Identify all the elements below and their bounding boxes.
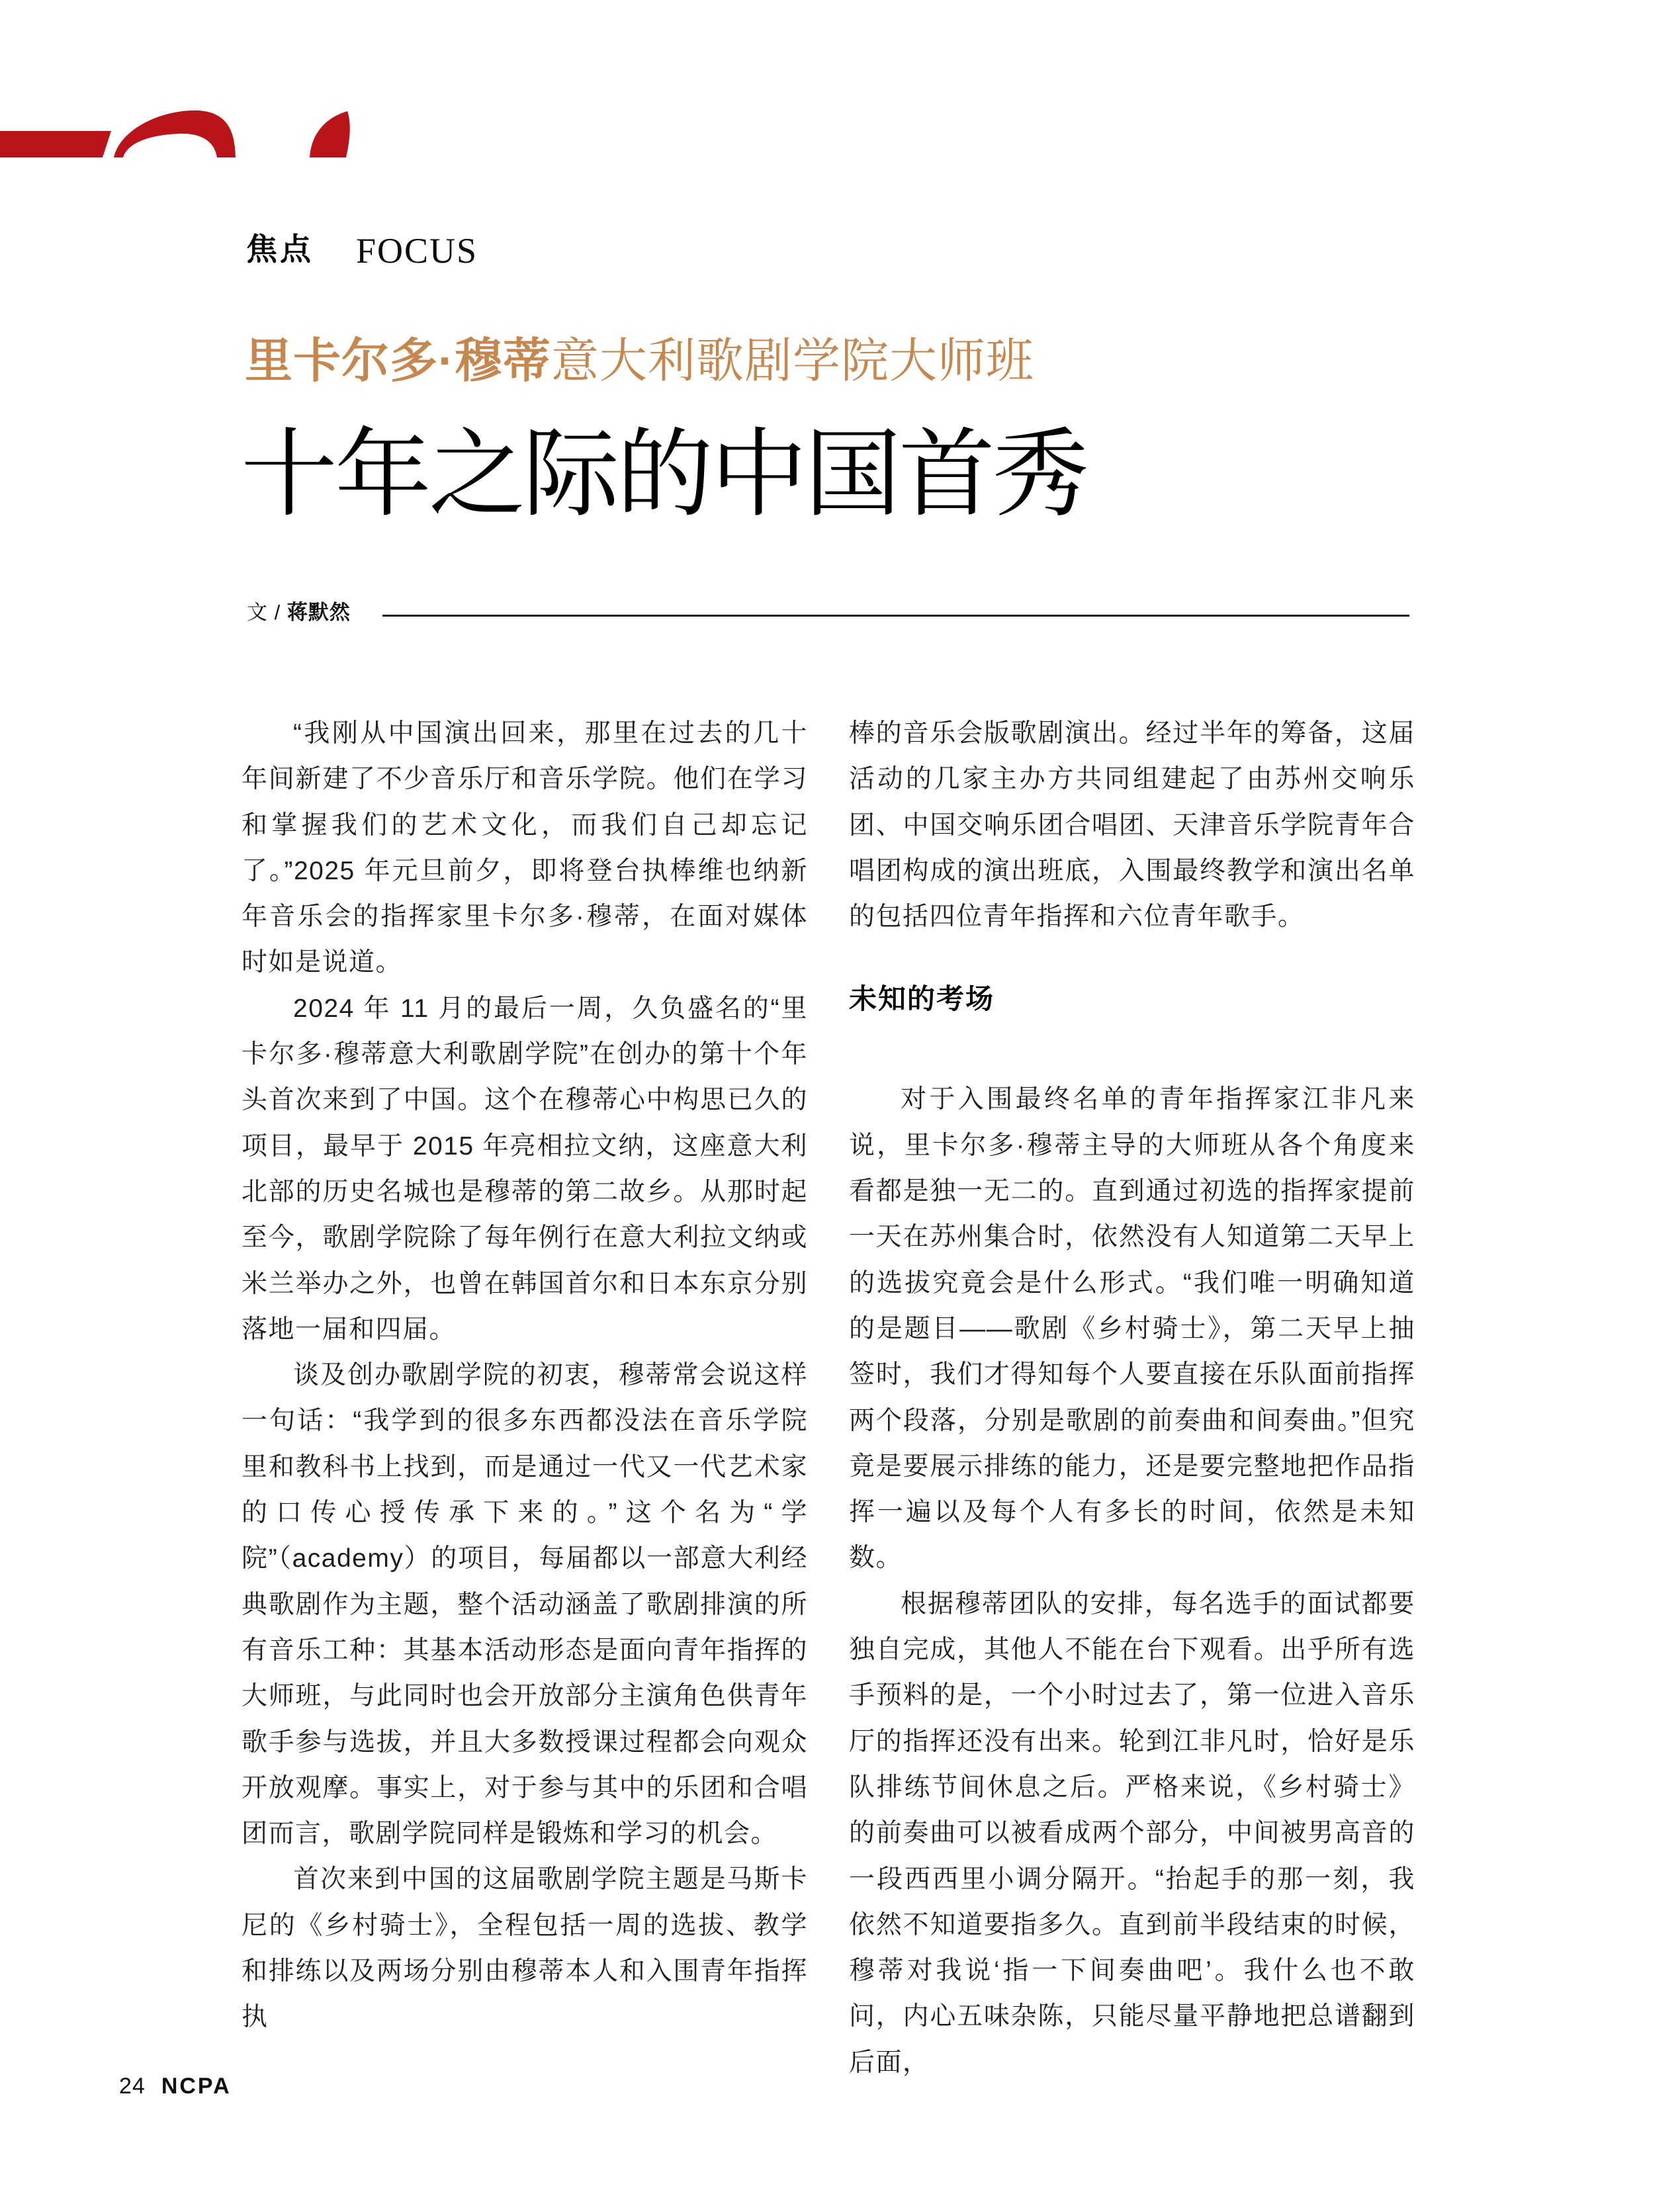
banner-bar	[0, 131, 111, 157]
banner-teardrop	[310, 111, 350, 157]
right-column	[849, 711, 1415, 2085]
banner-crescent	[114, 110, 236, 157]
byline-rule	[382, 615, 1409, 617]
page-number: 24	[119, 2074, 146, 2099]
left-column	[242, 711, 808, 2040]
body-paragraph: 谈及创办歌剧学院的初衷，穆蒂常会说这样一句话：“我学到的很多东西都没法在音乐学院里和教科书上找到，而是通过一代又一代艺术家的口传心授传承下来的。”这个名为“学院”（academy）的项目，每届都以一部意大利经典歌剧作为主题，整个活动涵盖了歌剧排演的所有音乐工种：其基本活动形态是面向青年指挥的大师班，与此同时也会开放部分主演角色供青年歌手参与选拔，并且大多数授课过程都会向观众开放观摩。事实上，对于参与其中的乐团和合唱团而言，歌剧学院同样是锻炼和学习的机会。	[242, 1361, 808, 1849]
kicker-rest: 意大利歌剧学院大师班	[551, 335, 1034, 388]
page-title: 十年之际的中国首秀	[241, 421, 1086, 529]
banner-label-zh: 焦点	[246, 232, 314, 267]
header-banner	[0, 106, 503, 271]
brand: NCPA	[161, 2074, 232, 2099]
byline-author: 蒋默然	[287, 601, 351, 624]
body-paragraph: 对于入围最终名单的青年指挥家江非凡来说，里卡尔多·穆蒂主导的大师班从各个角度来看都是独一无二的。直到通过初选的指挥家提前一天在苏州集合时，依然没有人知道第二天早上的选拔究竟会是什么形式。“我们唯一明确知道的是题目——歌剧《乡村骑士》，第二天早上抽签时，我们才得知每个人要直接在乐队面前指挥两个段落，分别是歌剧的前奏曲和间奏曲。”但究竟是要展示排练的能力，还是要完整地把作品指挥一遍以及每个人有多长的时间，依然是未知数。	[849, 1085, 1415, 1573]
body-paragraph: 根据穆蒂团队的安排，每名选手的面试都要独自完成，其他人不能在台下观看。出乎所有选手预料的是，一个小时过去了，第一位进入音乐厅的指挥还没有出来。轮到江非凡时，恰好是乐队排练节间休息之后。严格来说，《乡村骑士》的前奏曲可以被看成两个部分，中间被男高音的一段西西里小调分隔开。“抬起手的那一刻，我依然不知道要指多久。直到前半段结束的时候，穆蒂对我说‘指一下间奏曲吧’。我什么也不敢问，内心五味杂陈，只能尽量平静地把总谱翻到后面，	[849, 1589, 1415, 2077]
body-paragraph: 首次来到中国的这届歌剧学院主题是马斯卡尼的《乡村骑士》，全程包括一周的选拔、教学和排练以及两场分别由穆蒂本人和入围青年指挥执	[242, 1865, 808, 2032]
banner-swoosh-icon	[0, 106, 503, 165]
byline-label: 文 /	[247, 601, 287, 624]
banner-label-en: FOCUS	[356, 231, 478, 271]
body-paragraph: 2024 年 11 月的最后一周，久负盛名的“里卡尔多·穆蒂意大利歌剧学院”在创办的第十个年头首次来到了中国。这个在穆蒂心中构思已久的项目，最早于 2015 年亮相拉文纳，这座意大利北部的历史名城也是穆蒂的第二故乡。从那时起至今，歌剧学院除了每年例行在意大利拉文纳或米兰举办之外，也曾在韩国首尔和日本东京分别落地一届和四届。	[242, 994, 808, 1344]
body-paragraph: 棒的音乐会版歌剧演出。经过半年的筹备，这届活动的几家主办方共同组建起了由苏州交响乐团、中国交响乐团合唱团、天津音乐学院青年合唱团构成的演出班底，入围最终教学和演出名单的包括四位青年指挥和六位青年歌手。	[849, 719, 1415, 932]
section-heading: 未知的考场	[849, 983, 995, 1015]
page-footer	[119, 2073, 232, 2099]
article-kicker	[245, 335, 1034, 388]
kicker-emphasis: 里卡尔多·穆蒂	[245, 335, 551, 388]
body-paragraph: “我刚从中国演出回来，那里在过去的几十年间新建了不少音乐厅和音乐学院。他们在学习和掌握我们的艺术文化，而我们自己却忘记了。”2025 年元旦前夕，即将登台执棒维也纳新年音乐会的指挥家里卡尔多·穆蒂，在面对媒体时如是说道。	[242, 719, 808, 977]
byline	[247, 599, 351, 626]
